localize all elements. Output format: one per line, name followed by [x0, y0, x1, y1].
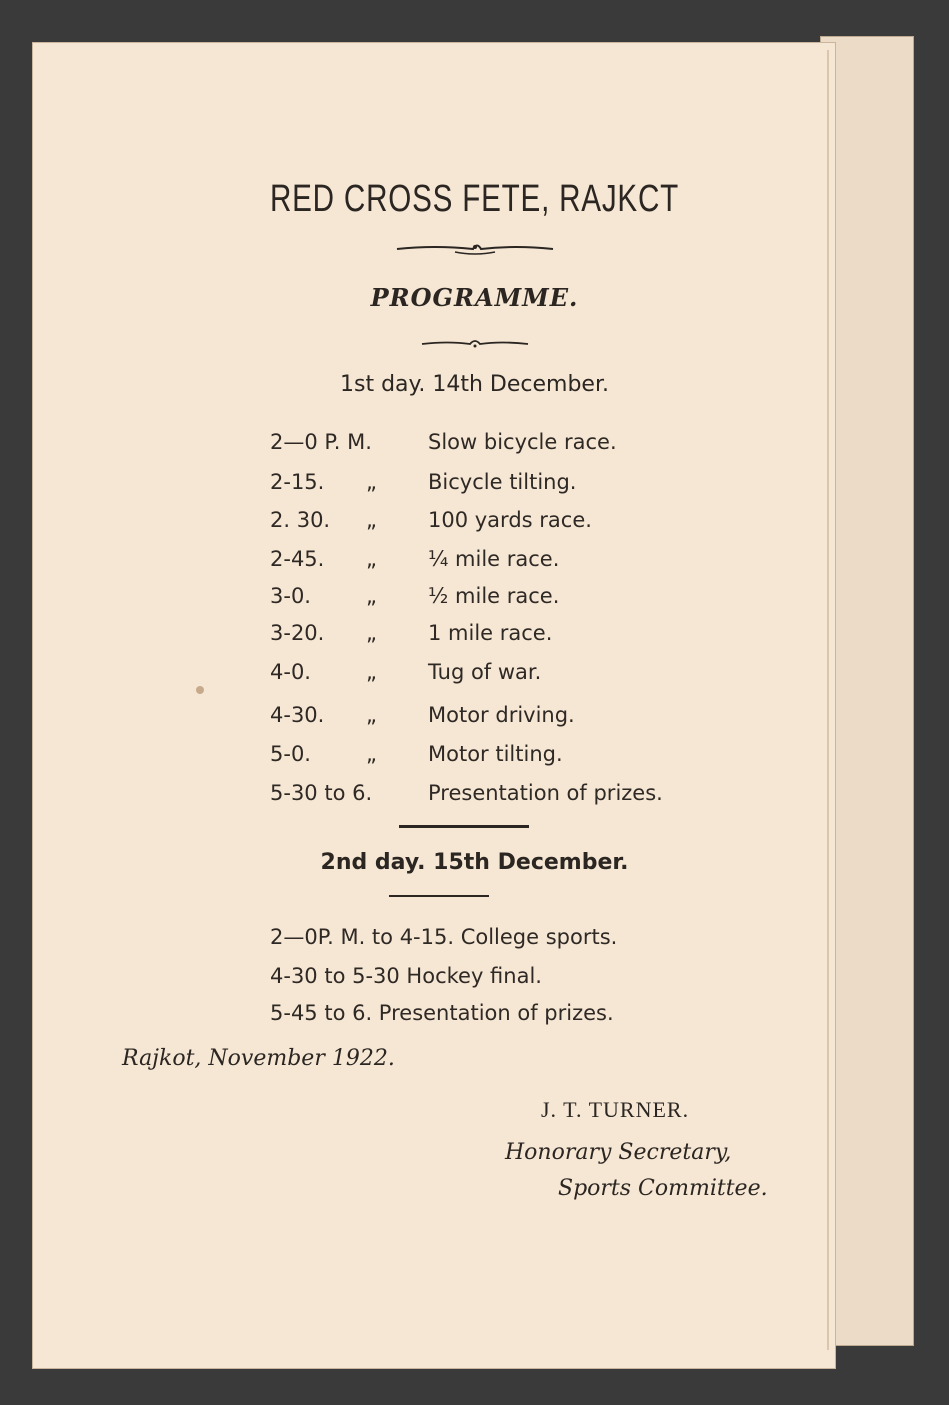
programme-heading: PROGRAMME.: [370, 283, 579, 312]
divider: [389, 895, 489, 897]
event-time: 2-45.: [270, 547, 325, 571]
event-time: 3-0.: [270, 584, 311, 608]
list-item: 2—0P. M. to 4-15. College sports.: [270, 925, 618, 949]
second-flourish: [0, 336, 949, 355]
event-time: 5-30 to 6.: [270, 781, 373, 805]
event-time: 4-0.: [270, 660, 311, 684]
event-time: 2. 30.: [270, 508, 331, 532]
signatory-name: J. T. TURNER.: [541, 1097, 690, 1122]
event-time: 2—0 P. M.: [270, 430, 372, 454]
list-item: 4-30 to 5-30 Hockey final.: [270, 964, 542, 988]
event-time: 4-30.: [270, 703, 325, 727]
event-name: Motor tilting.: [428, 742, 563, 766]
signatory-role: Honorary Secretary,: [505, 1140, 732, 1165]
event-name: ½ mile race.: [428, 584, 560, 608]
ditto-mark: „: [366, 547, 377, 571]
ditto-mark: „: [366, 742, 377, 766]
event-time: 2-15.: [270, 470, 325, 494]
ditto-mark: „: [366, 470, 377, 494]
ditto-mark: „: [366, 508, 377, 532]
day2-heading: 2nd day. 15th December.: [320, 850, 629, 875]
day1-heading: 1st day. 14th December.: [339, 372, 609, 397]
page-title: RED CROSS FETE, RAJKCT: [269, 178, 680, 220]
ditto-mark: „: [366, 660, 377, 684]
top-flourish: [0, 240, 949, 262]
list-item: 5-45 to 6. Presentation of prizes.: [270, 1001, 614, 1025]
flourish-ornament-icon: [420, 337, 530, 351]
divider: [399, 825, 529, 828]
event-name: Slow bicycle race.: [428, 430, 617, 454]
flourish-ornament-icon: [395, 240, 555, 258]
event-name: 1 mile race.: [428, 621, 553, 645]
event-name: Tug of war.: [428, 660, 542, 684]
event-name: 100 yards race.: [428, 508, 592, 532]
paper-stain: [196, 686, 204, 694]
event-time: 5-0.: [270, 742, 311, 766]
ditto-mark: „: [366, 703, 377, 727]
event-name: Motor driving.: [428, 703, 575, 727]
signatory-committee: Sports Committee.: [558, 1176, 768, 1201]
event-name: ¼ mile race.: [428, 547, 560, 571]
event-name: Presentation of prizes.: [428, 781, 663, 805]
event-time: 3-20.: [270, 621, 325, 645]
ditto-mark: „: [366, 621, 377, 645]
event-name: Bicycle tilting.: [428, 470, 577, 494]
place-date: Rajkot, November 1922.: [122, 1046, 395, 1071]
ditto-mark: „: [366, 584, 377, 608]
